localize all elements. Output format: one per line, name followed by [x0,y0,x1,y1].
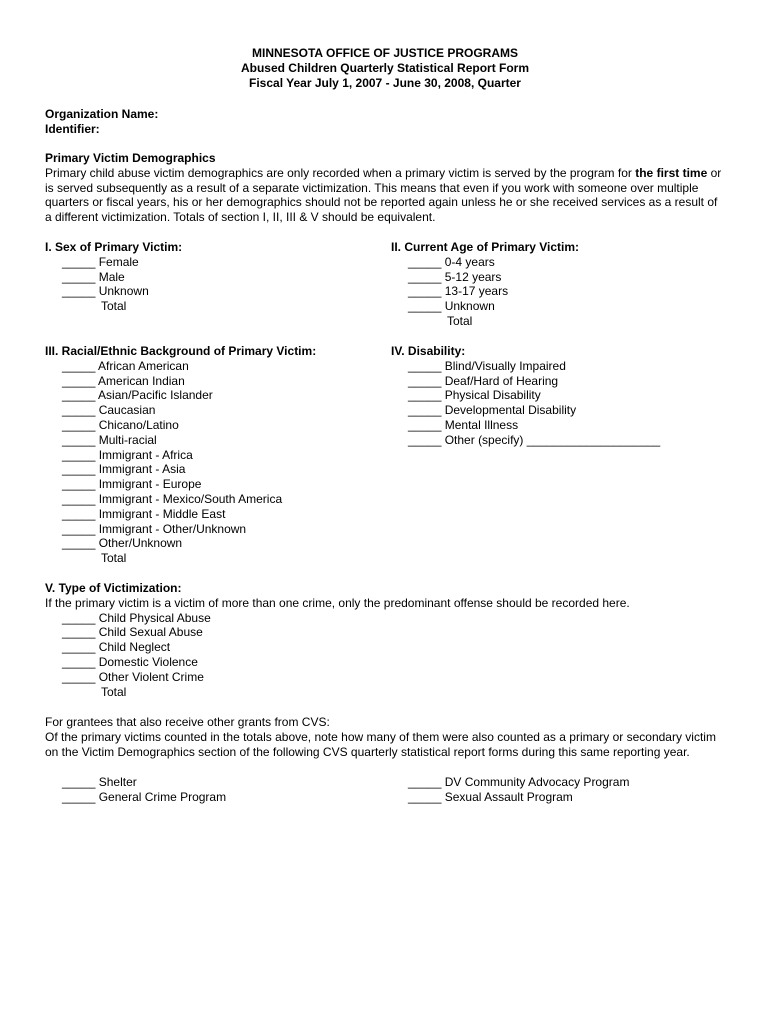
disability-item[interactable] [391,359,660,374]
victimization-item-label: Other Violent Crime [98,669,204,684]
disability-item[interactable] [391,388,660,403]
fill-in-blank[interactable]: _____ [62,775,96,789]
cvs-program-item-label: General Crime Program [98,789,227,804]
race-item-label: Caucasian [98,403,156,418]
intro-block [45,151,725,225]
cvs-program-item[interactable] [45,790,226,805]
header-form-title: Abused Children Quarterly Statistical Report Form [240,61,530,75]
intro-paragraph [45,166,725,225]
race-item[interactable] [45,374,316,389]
fill-in-blank[interactable]: _____ [62,521,96,536]
header-agency: MINNESOTA OFFICE OF JUSTICE PROGRAMS [251,46,518,60]
disability-item[interactable] [391,374,660,389]
age-item-label: Unknown [444,299,495,314]
disability-item-label: Physical Disability [444,388,541,403]
section-sex [45,240,182,314]
fill-in-blank[interactable]: _____ [62,789,96,804]
race-item-label: Asian/Pacific Islander [98,388,213,403]
section-age-total: Total [447,313,473,328]
cvs-program-item[interactable] [391,775,629,790]
fill-in-blank[interactable]: _____ [408,358,442,373]
race-item-label: Immigrant - Middle East [98,506,226,521]
race-item-label: Immigrant - Africa [98,447,193,462]
fill-in-blank[interactable]: _____ [62,284,96,299]
sex-item[interactable] [45,270,182,285]
race-item-label: African American [98,358,189,373]
fill-in-blank[interactable]: _____ [408,388,442,403]
section-race-total: Total [101,551,127,566]
cvs-programs-right [391,775,629,805]
disability-item[interactable] [391,403,660,418]
fill-in-blank[interactable]: _____ [62,654,96,669]
section-victimization-title: V. Type of Victimization: [45,581,182,595]
race-item[interactable] [45,477,316,492]
section-victimization-note: If the primary victim is a victim of more than one crime, only the predominant offense should be recorded here. [45,595,630,610]
fill-in-blank[interactable]: _____ [408,417,442,432]
fill-in-blank[interactable]: _____ [62,373,96,388]
cvs-instructions: Of the primary victims counted in the totals above, note how many of them were also counted as a primary or secondary victim on the Victim Demographics section of the following CVS quarterly statistical report forms during this same reporting year. [45,729,716,759]
disability-item-label: Blind/Visually Impaired [444,358,566,373]
age-item-label: 5-12 years [444,269,502,284]
race-item[interactable] [45,403,316,418]
sex-item-label: Unknown [98,284,149,299]
sex-item-label: Female [98,254,139,269]
victimization-item[interactable] [45,611,630,626]
race-item-label: Immigrant - Mexico/South America [98,491,283,506]
race-item-label: Other/Unknown [98,536,183,551]
fill-in-blank[interactable]: _____ [62,403,96,418]
race-item-label: Immigrant - Europe [98,477,202,492]
fill-in-blank[interactable]: _____ [62,417,96,432]
section-age-title: II. Current Age of Primary Victim: [391,240,580,254]
race-item-label: American Indian [98,373,185,388]
disability-item-label: Developmental Disability [444,403,577,418]
section-age [391,240,579,329]
disability-item[interactable] [391,433,660,448]
victimization-item[interactable] [45,625,630,640]
race-item[interactable] [45,507,316,522]
fill-in-blank[interactable]: _____ [408,254,442,269]
fill-in-blank[interactable]: _____ [408,284,442,299]
section-sex-title: I. Sex of Primary Victim: [45,240,183,254]
form-header [0,46,770,91]
race-item[interactable] [45,462,316,477]
race-item-label: Multi-racial [98,432,157,447]
victimization-item-label: Child Neglect [98,640,171,655]
sex-item[interactable] [45,255,182,270]
race-item[interactable] [45,388,316,403]
identifier-label: Identifier: [45,121,100,136]
cvs-programs-left [45,775,226,805]
cvs-program-item[interactable] [391,790,629,805]
cvs-block [45,715,725,759]
organization-name-label: Organization Name: [45,107,159,121]
fill-in-blank[interactable]: _____ [408,789,442,804]
fill-in-blank[interactable]: _____ [62,254,96,269]
race-item[interactable] [45,359,316,374]
victimization-item[interactable] [45,670,630,685]
race-item[interactable] [45,536,316,551]
race-item[interactable] [45,522,316,537]
age-item-label: 13-17 years [444,284,509,299]
fill-in-blank[interactable]: _____ [62,610,96,625]
section-victimization [45,581,630,699]
intro-text-start: Primary child abuse victim demographics are only recorded when a primary victim is served by the program for [45,165,636,180]
victimization-item[interactable] [45,640,630,655]
race-item-label: Chicano/Latino [98,417,179,432]
section-race-title: III. Racial/Ethnic Background of Primary Victim: [45,344,317,358]
intro-heading: Primary Victim Demographics [45,151,216,165]
fill-in-blank[interactable]: _____ [62,388,96,403]
age-item[interactable] [391,255,579,270]
intro-text-emphasis: the first time [635,165,708,180]
fill-in-blank[interactable]: _____ [408,432,442,447]
fill-in-blank[interactable]: _____ [408,373,442,388]
victimization-item-label: Domestic Violence [98,654,198,669]
fill-in-blank[interactable]: _____ [62,477,96,492]
race-item[interactable] [45,492,316,507]
cvs-program-item-label: DV Community Advocacy Program [444,775,630,789]
fill-in-blank[interactable]: _____ [408,299,442,314]
sex-item-label: Male [98,269,125,284]
fill-in-blank[interactable]: _____ [62,506,96,521]
victimization-item-label: Child Sexual Abuse [98,625,203,640]
age-item[interactable] [391,270,579,285]
disability-item-label: Other (specify) ____________________ [444,432,661,447]
organization-block [45,107,158,137]
fill-in-blank[interactable]: _____ [62,491,96,506]
fill-in-blank[interactable]: _____ [62,358,96,373]
fill-in-blank[interactable]: _____ [408,775,442,789]
age-item[interactable] [391,284,579,299]
fill-in-blank[interactable]: _____ [62,462,96,477]
fill-in-blank[interactable]: _____ [62,625,96,640]
section-sex-total: Total [101,299,127,314]
sex-item[interactable] [45,284,182,299]
cvs-program-item-label: Shelter [98,775,137,789]
disability-item-label: Deaf/Hard of Hearing [444,373,559,388]
disability-item[interactable] [391,418,660,433]
fill-in-blank[interactable]: _____ [62,669,96,684]
disability-item-label: Mental Illness [444,417,519,432]
race-item[interactable] [45,418,316,433]
section-disability [391,344,660,448]
cvs-program-item[interactable] [45,775,226,790]
fill-in-blank[interactable]: _____ [62,432,96,447]
age-item-label: 0-4 years [444,254,495,269]
race-item-label: Immigrant - Other/Unknown [98,521,247,536]
race-item[interactable] [45,448,316,463]
victimization-item-label: Child Physical Abuse [98,610,211,625]
race-item[interactable] [45,433,316,448]
fill-in-blank[interactable]: _____ [62,269,96,284]
fill-in-blank[interactable]: _____ [408,269,442,284]
section-disability-title: IV. Disability: [391,344,466,358]
race-item-label: Immigrant - Asia [98,462,186,477]
cvs-program-item-label: Sexual Assault Program [444,789,573,804]
cvs-intro: For grantees that also receive other grants from CVS: [45,715,330,729]
fill-in-blank[interactable]: _____ [408,403,442,418]
fill-in-blank[interactable]: _____ [62,536,96,551]
section-victimization-total: Total [101,684,127,699]
section-race [45,344,316,566]
fill-in-blank[interactable]: _____ [62,640,96,655]
intro-text-end: or is served subsequently as a result of a separate victimization. This means that even if you work with someone over multiple quarters or fiscal years, his or her demographics should not be reported again unless he or she received services as a result of a different victimization. Totals of section I, II, III & V should be equivalent. [45,165,722,225]
header-fiscal-year: Fiscal Year July 1, 2007 - June 30, 2008, Quarter [249,76,521,90]
fill-in-blank[interactable]: _____ [62,447,96,462]
age-item[interactable] [391,299,579,314]
victimization-item[interactable] [45,655,630,670]
